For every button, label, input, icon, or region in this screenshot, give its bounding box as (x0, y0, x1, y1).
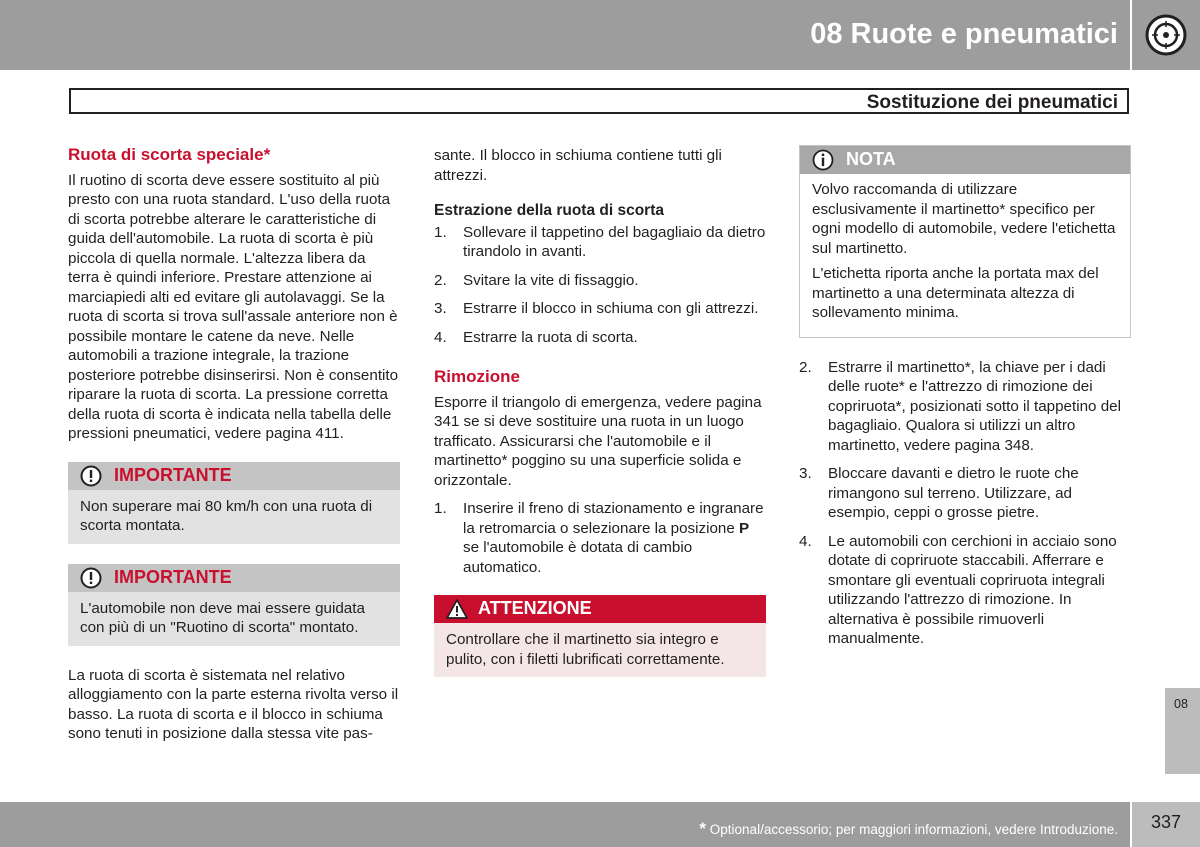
warning-box (434, 595, 766, 677)
step-text-before: Inserire il freno di stazionamento e ingranare la retromarcia o selezionare la posizione (463, 500, 764, 537)
gear-position-p: P (739, 519, 750, 537)
removal-steps (434, 223, 766, 348)
spare-wheel-text: Il ruotino di scorta deve essere sostituito al più presto con una ruota standard. L'uso della ruota di scorta potrebbe alterare le caratteristiche di guida dell'automobile. La ruota di scorta è più piccola di quella normale. L'altezza libera da terra è quindi inferiore. Prestare attenzione ai marciapiedi alti ed evitare gli autolavaggi. Se la ruota di scorta si trova sull'assale anteriore non è possibile montare le catene da neve. Nelle automobili a trazione integrale, la trazione posteriore potrebbe disinserirsi. Non è consentito riparare la ruota di scorta. La pressione corretta della ruota di scorta è indicata nella tabella delle pressioni pneumatici, vedere pagina 411. (68, 171, 399, 442)
footer (0, 802, 1130, 847)
chapter-title: 08 Ruote e pneumatici (810, 18, 1118, 50)
column-1 (68, 145, 400, 753)
step-text: Estrarre il martinetto*, la chiave per i dadi delle ruote* e l'attrezzo di rimozione dei copriruota*, posizionati sotto il tappetino del bagagliaio. Qualora si utilizzi un altro martinetto, vedere pagina 348. (828, 358, 1121, 454)
rimozione-text: Esporre il triangolo di emergenza, vedere pagina 341 se si deve sostituire una ruota in un luogo trafficato. Assicurarsi che l'automobile e il martinetto* poggino su una superficie solida e orizzontale. (434, 393, 762, 489)
section-title: Sostituzione dei pneumatici (866, 92, 1118, 113)
step-item (799, 358, 1131, 456)
removal-steps-heading: Estrazione della ruota di scorta (434, 202, 664, 219)
chapter-icon-box (1132, 0, 1200, 70)
important-box-1 (68, 462, 400, 544)
footnote-star: * (699, 819, 707, 838)
footnote-text: Optional/accessorio; per maggiori informazioni, vedere Introduzione. (709, 822, 1118, 837)
important-text: L'automobile non deve mai essere guidata con più di un "Ruotino di scorta" montato. (68, 592, 400, 646)
column-3 (799, 145, 1131, 658)
step-item (434, 499, 766, 577)
important-box-header (68, 564, 400, 592)
important-label: IMPORTANTE (114, 566, 232, 587)
spare-wheel-heading: Ruota di scorta speciale* (68, 145, 271, 164)
warning-label: ATTENZIONE (478, 598, 592, 619)
jack-steps (799, 358, 1131, 649)
note-box-header (800, 146, 1130, 174)
important-text: Non superare mai 80 km/h con una ruota di scorta montata. (68, 490, 400, 544)
step-number: 1. (434, 500, 447, 517)
step-text: Svitare la vite di fissaggio. (463, 271, 639, 289)
step-text-after: se l'automobile è dotata di cambio automatico. (463, 539, 693, 576)
step-item (434, 299, 766, 319)
step-item (799, 532, 1131, 649)
step-item (799, 464, 1131, 523)
step-number: 2. (799, 358, 812, 376)
info-icon (812, 149, 834, 171)
warning-box-header (434, 595, 766, 623)
page-number: 337 (1132, 802, 1200, 847)
note-body (800, 174, 1130, 337)
chapter-side-tab-label: 08 (1174, 697, 1188, 711)
tire-icon (1132, 0, 1200, 70)
note-label: NOTA (846, 149, 896, 170)
step-text: Estrarre la ruota di scorta. (463, 328, 638, 346)
important-label: IMPORTANTE (114, 464, 232, 485)
step-item (434, 328, 766, 348)
rimozione-steps (434, 499, 766, 577)
step-number: 4. (799, 532, 812, 550)
warning-text: Controllare che il martinetto sia integro e pulito, con i filetti lubrificati correttamente. (434, 623, 766, 677)
step-number: 1. (434, 223, 447, 241)
exclamation-icon (80, 465, 102, 487)
step-text: Le automobili con cerchioni in acciaio sono dotate di copriruote staccabili. Afferrare e smontare gli eventuali copriruota integrali utilizzando l'attrezzo di rimozione. In alternativa è possibile rimuoverli manualmente. (828, 532, 1117, 647)
continuation-text: sante. Il blocco in schiuma contiene tutti gli attrezzi. (434, 147, 722, 184)
step-text: Bloccare davanti e dietro le ruote che rimangono sul terreno. Utilizzare, ad esempio, ceppi o grosse pietre. (828, 465, 1079, 521)
note-text: Volvo raccomanda di utilizzare esclusivamente il martinetto* specifico per ogni modello di automobile, vedere l'etichetta sul martinetto. (812, 181, 1116, 257)
footnote (699, 819, 1118, 839)
rimozione-heading: Rimozione (434, 367, 520, 386)
column-2 (434, 146, 766, 697)
step-number: 3. (799, 465, 812, 482)
warning-triangle-icon (446, 598, 468, 620)
important-box-header (68, 462, 400, 490)
important-box-2 (68, 564, 400, 646)
note-box (799, 145, 1131, 338)
step-number: 3. (434, 300, 447, 317)
step-number: 2. (434, 271, 447, 289)
step-item (434, 271, 766, 291)
spare-wheel-storage-text: La ruota di scorta è sistemata nel relativo alloggiamento con la parte esterna rivolta verso il basso. La ruota di scorta e il blocco in schiuma sono tenuti in posizione dalla stessa vite pas- (68, 666, 399, 742)
step-number: 4. (434, 328, 447, 346)
section-bar (69, 88, 1129, 114)
exclamation-icon (80, 567, 102, 589)
note-text: L'etichetta riporta anche la portata max del martinetto a una determinata altezza di sollevamento minima. (812, 265, 1099, 321)
chapter-header (0, 0, 1130, 70)
step-item (434, 223, 766, 262)
step-text: Estrarre il blocco in schiuma con gli attrezzi. (463, 300, 759, 317)
step-text: Sollevare il tappetino del bagagliaio da dietro tirandolo in avanti. (463, 223, 766, 260)
